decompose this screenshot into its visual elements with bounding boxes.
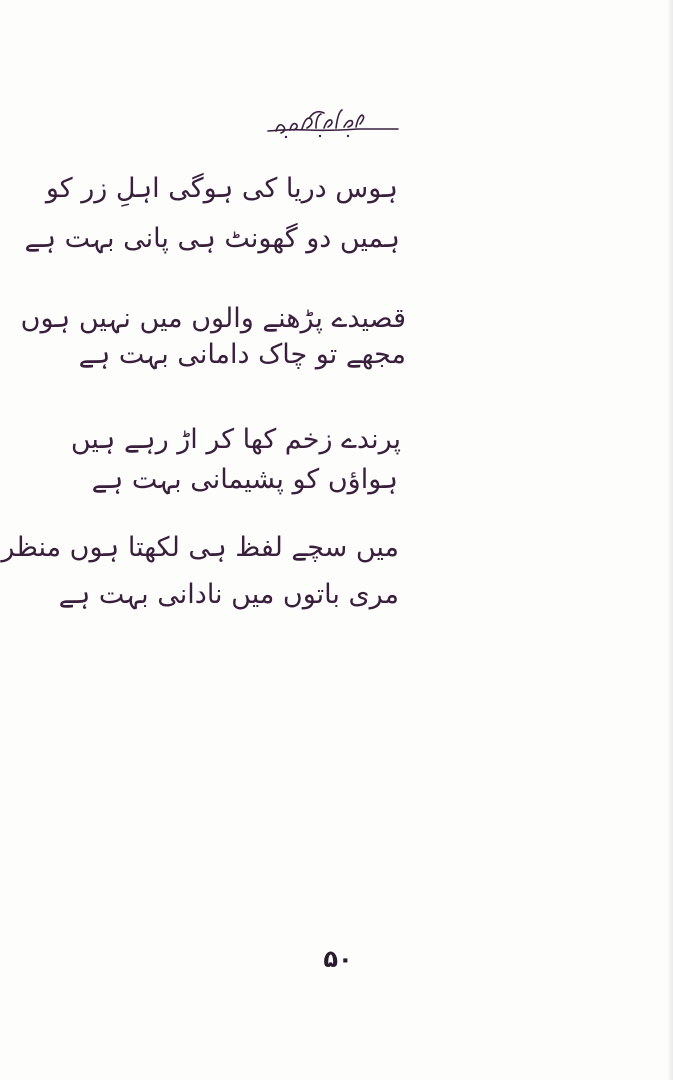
couplet-4-line-2: مری باتوں میں نادانی بہت ہے (58, 579, 399, 610)
couplet-1-line-1: ہوس دریا کی ہوگی اہلِ زر کو (45, 173, 398, 204)
couplet-3-line-1: پرندے زخم کھا کر اڑ رہے ہیں (70, 424, 401, 455)
couplet-1-line-2: ہمیں دو گھونٹ ہی پانی بہت ہے (24, 223, 400, 254)
couplet-2-line-1: قصیدے پڑھنے والوں میں نہیں ہوں (20, 303, 406, 334)
couplet-4-line-1: میں سچے لفظ ہی لکھتا ہوں منظر (1, 532, 399, 563)
couplet-3-line-2: ہواؤں کو پشیمانی بہت ہے (91, 464, 398, 495)
page-edge-shadow (667, 0, 673, 1080)
page-number: ۵۰ (323, 945, 353, 973)
couplet-2-line-2: مجھے تو چاک دامانی بہت ہے (78, 339, 406, 370)
calligraphic-header-ornament (258, 95, 403, 143)
